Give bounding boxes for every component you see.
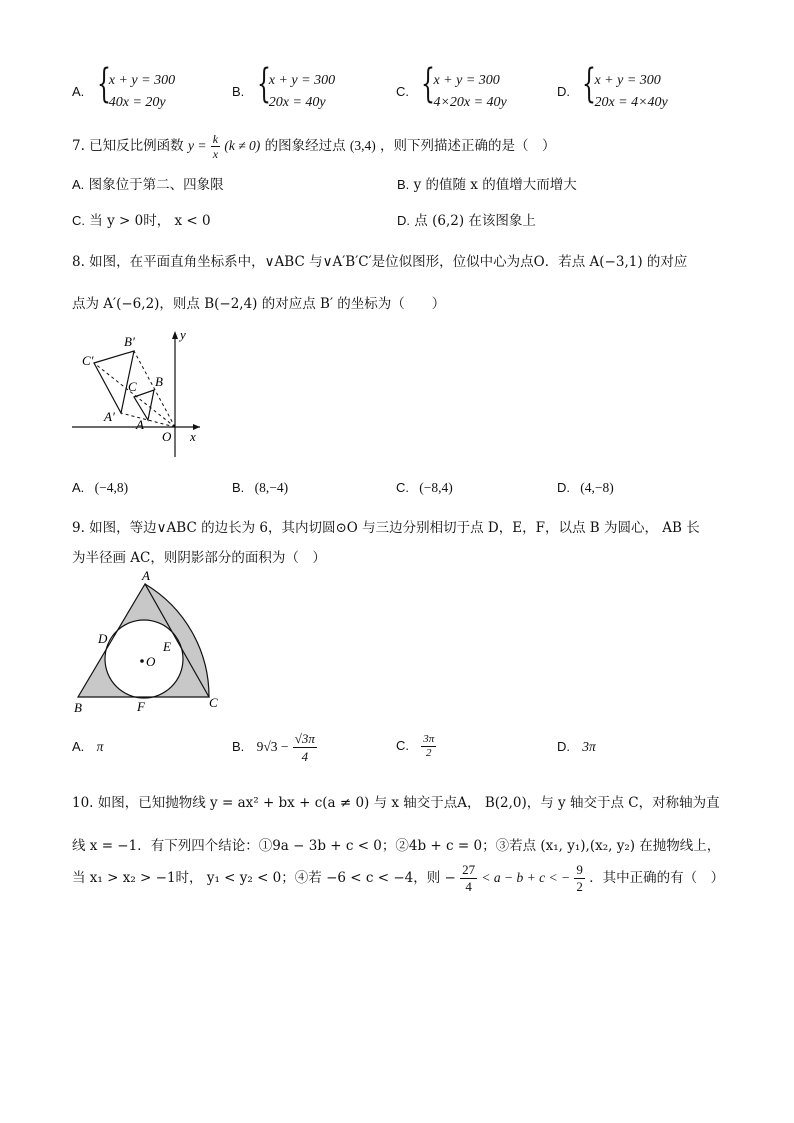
q6-option-a-eq2: 40x = 20y <box>108 95 166 110</box>
q10-stem-line2: 线 x = −1．有下列四个结论：①9a − 3b + c < 0；②4b + c = 0；③若点 (x₁, y₁),(x₂, y₂) 在抛物线上， <box>72 838 721 854</box>
q9-option-b-fraction <box>293 730 317 765</box>
q6-option-c <box>396 61 507 114</box>
q6-option-b-system <box>256 61 336 114</box>
q6-option-c-eq2: 4×20x = 40y <box>433 95 507 110</box>
q9-option-b-pre: 9√3 − <box>256 739 289 754</box>
brace-icon: { <box>582 61 597 107</box>
q7-fraction <box>211 132 220 161</box>
q9-option-a-label: A. <box>72 739 85 754</box>
q6-option-b-eq2: 20x = 40y <box>268 95 326 110</box>
q7-option-b <box>397 173 577 193</box>
q9-option-d-text: 3π <box>582 739 596 754</box>
q6-option-d-system <box>582 61 668 114</box>
q7-option-a-text: 图象位于第二、四象限 <box>88 177 224 193</box>
q7-option-b-label: B. <box>397 177 410 192</box>
label-b: B <box>74 700 82 715</box>
q6-option-b-label: B. <box>232 84 245 99</box>
label-f: F <box>137 699 145 714</box>
q6-option-c-eq1: x + y = 300 <box>433 73 500 88</box>
q7-frac-num: k <box>212 132 219 146</box>
q6-option-a-system <box>96 61 176 114</box>
q9-triangle-figure <box>66 568 226 718</box>
q8-coordinate-figure <box>66 325 206 465</box>
q9-option-b-den: 4 <box>301 749 309 764</box>
triangle-abc <box>134 390 154 420</box>
q6-option-b <box>232 61 336 114</box>
q8-option-b-label: B. <box>232 480 245 495</box>
q10-frac1-num: 27 <box>462 862 476 877</box>
label-o: O <box>162 429 172 444</box>
y-axis-arrow-icon <box>172 331 178 339</box>
q10-line3-mid: < a − b + c < − <box>481 870 571 885</box>
q6-option-d-eq2: 20x = 4×40y <box>594 95 668 110</box>
label-d: D <box>98 631 108 646</box>
q9-option-c <box>396 733 436 760</box>
q6-option-a <box>72 61 176 114</box>
q9-option-c-den: 2 <box>426 747 432 759</box>
q9-option-d <box>557 739 596 755</box>
q7-option-c-text: 当 y > 0时， x < 0 <box>89 213 211 229</box>
q7-option-a <box>72 173 224 193</box>
q7-prefix: 7. 已知反比例函数 <box>72 138 184 154</box>
q8-option-c <box>396 480 453 496</box>
q8-option-c-label: C. <box>396 480 409 495</box>
q10-line3-pre: 当 x₁ > x₂ > −1时， y₁ < y₂ < 0；④若 −6 < c < −4，则 − <box>72 870 456 886</box>
q7-option-d-label: D. <box>397 213 410 228</box>
q7-suffix: ，则下列描述正确的是（ ） <box>380 138 556 154</box>
label-a: A <box>142 568 150 583</box>
q7-option-d <box>397 209 536 229</box>
q8-option-d <box>557 480 614 496</box>
q8-option-a <box>72 480 128 496</box>
label-o: O <box>146 654 156 669</box>
q9-option-c-label: C. <box>396 738 409 753</box>
q10-frac1-den: 4 <box>465 879 472 894</box>
label-c-prime: C′ <box>82 353 94 368</box>
q10-frac2-num: 9 <box>576 862 583 877</box>
q8-stem-line2: 点为 A′(−6,2)，则点 B(−2,4) 的对应点 B′ 的坐标为（ ） <box>72 296 446 312</box>
q8-option-d-text: (4,−8) <box>580 480 614 495</box>
q6-option-a-label: A. <box>72 84 85 99</box>
q6-option-a-eq1: x + y = 300 <box>108 73 176 88</box>
label-y: y <box>180 327 186 342</box>
q8-stem-line1: 8. 如图，在平面直角坐标系中，∨ABC 与∨A′B′C′是位似图形，位似中心为点O．若点 A(−3,1) 的对应 <box>72 254 688 270</box>
q9-option-b-label: B. <box>232 739 245 754</box>
q6-option-d <box>557 61 668 114</box>
brace-icon: { <box>96 61 111 107</box>
q7-func-y: y = <box>187 138 207 153</box>
q8-option-c-text: (−8,4) <box>419 480 453 495</box>
q9-option-b-num: √3π <box>294 731 315 746</box>
q10-stem-line1: 10. 如图，已知抛物线 y = ax² + bx + c(a ≠ 0) 与 x 轴交于点A， B(2,0)，与 y 轴交于点 C，对称轴为直 <box>72 795 720 811</box>
q7-middle: 的图象经过点 <box>264 138 346 154</box>
label-x: x <box>190 429 196 444</box>
q6-option-c-label: C. <box>396 84 409 99</box>
q10-frac1 <box>460 862 477 895</box>
q7-point: (3,4) <box>349 138 376 153</box>
q8-option-b <box>232 480 288 496</box>
q6-option-d-eq1: x + y = 300 <box>594 73 661 88</box>
label-b: B <box>155 374 163 389</box>
q9-option-c-num: 3π <box>423 733 435 745</box>
q9-stem-line2: 为半径画 AC，则阴影部分的面积为（ ） <box>72 550 326 566</box>
brace-icon: { <box>421 61 436 107</box>
q7-option-d-text: 点 (6,2) 在该图象上 <box>414 213 536 229</box>
q9-option-d-label: D. <box>557 739 570 754</box>
q10-stem-line3 <box>72 862 724 895</box>
ray-o-b2 <box>134 351 175 427</box>
q7-option-b-text: y 的值随 x 的值增大而增大 <box>413 177 577 193</box>
label-c: C <box>209 695 218 710</box>
q10-frac2-den: 2 <box>576 879 583 894</box>
q7-option-c-label: C. <box>72 213 85 228</box>
q9-option-a <box>72 739 103 755</box>
q7-frac-den: x <box>212 147 219 161</box>
q10-frac2 <box>574 862 585 895</box>
label-a: A <box>136 417 144 432</box>
label-e: E <box>163 639 171 654</box>
q7-option-a-label: A. <box>72 177 85 192</box>
q10-line3-post: ．其中正确的有（ ） <box>589 870 725 886</box>
q8-option-b-text: (8,−4) <box>254 480 289 495</box>
label-b-prime: B′ <box>124 334 135 349</box>
label-a-prime: A′ <box>104 409 115 424</box>
center-o-dot <box>140 659 144 663</box>
label-c: C <box>128 379 137 394</box>
q9-option-b <box>232 730 317 765</box>
q7-func-cond: (k ≠ 0) <box>224 138 261 153</box>
brace-icon: { <box>256 61 271 107</box>
q7-stem <box>72 132 556 161</box>
q9-option-c-fraction <box>421 733 436 760</box>
q6-option-b-eq1: x + y = 300 <box>268 73 336 88</box>
q9-option-a-text: π <box>96 739 104 754</box>
q8-option-a-label: A. <box>72 480 85 495</box>
q8-option-d-label: D. <box>557 480 570 495</box>
q8-option-a-text: (−4,8) <box>94 480 129 495</box>
q7-option-c <box>72 209 211 229</box>
q9-stem-line1: 9. 如图，等边∨ABC 的边长为 6，其内切圆⊙O 与三边分别相切于点 D，E，F，以点 B 为圆心， AB 长 <box>72 520 700 536</box>
q6-option-d-label: D. <box>557 84 570 99</box>
q6-option-c-system <box>421 61 507 114</box>
